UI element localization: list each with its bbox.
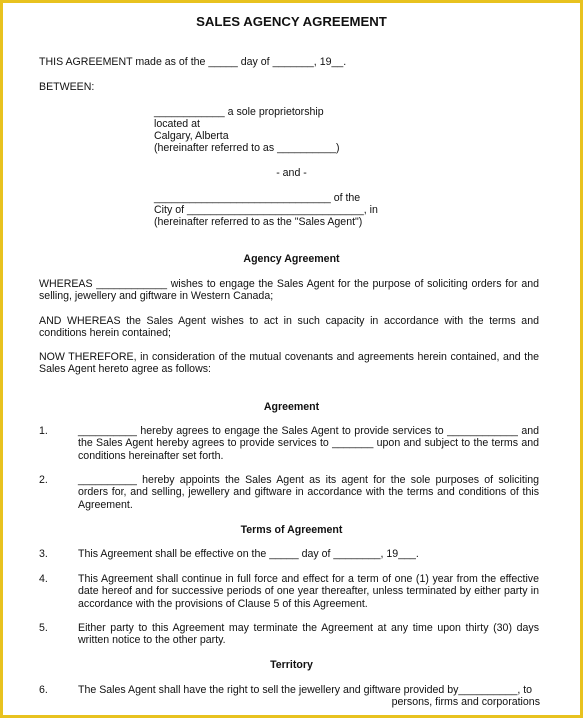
whereas-paragraph-1: WHEREAS ____________ wishes to engage the Sales Agent for the purpose of soliciting orders for and selling, jewellery and giftware in Western Canada; [39, 278, 539, 303]
item-number-3: 3. [39, 548, 48, 560]
item-number-1: 1. [39, 425, 48, 437]
agreement-heading: Agreement [263, 401, 320, 413]
party1-line1: ____________ a sole proprietorship [154, 106, 324, 118]
now-therefore-paragraph: NOW THEREFORE, in consideration of the mutual covenants and agreements herein contained, and the Sales Agent hereto agree as follows: [39, 351, 539, 376]
item-text-1: __________ hereby agrees to engage the Sales Agent to provide services to ____________ and the Sales Agent hereby agrees to provide services to _______ upon and subject to the terms and conditions hereinafter set forth. [78, 425, 539, 462]
party2-line1: ______________________________ of the [154, 192, 361, 204]
between-label: BETWEEN: [39, 81, 95, 93]
preamble-line: THIS AGREEMENT made as of the _____ day of _______, 19__. [39, 56, 347, 68]
territory-heading: Territory [270, 659, 313, 671]
item-text-6-continuation: persons, firms and corporations [391, 696, 540, 708]
item-number-6: 6. [39, 684, 48, 696]
item-text-6: The Sales Agent shall have the right to sell the jewellery and giftware provided by__________, to [78, 684, 533, 696]
party2-line2: City of ______________________________, in [154, 204, 378, 216]
party1-line2: located at [154, 118, 200, 130]
party2-line3: (hereinafter referred to as the "Sales Agent") [154, 216, 363, 228]
item-number-4: 4. [39, 573, 48, 585]
item-text-2: __________ hereby appoints the Sales Agent as its agent for the sole purposes of soliciting orders for, and selling, jewellery and giftware in accordance with the terms and conditions of this Agreement. [78, 474, 539, 511]
party1-line4: (hereinafter referred to as __________) [154, 142, 340, 154]
and-separator: - and - [276, 167, 307, 179]
terms-heading: Terms of Agreement [240, 524, 343, 536]
item-text-5: Either party to this Agreement may terminate the Agreement at any time upon thirty (30) days written notice to the other party. [78, 622, 539, 647]
item-number-5: 5. [39, 622, 48, 634]
document-title: SALES AGENCY AGREEMENT [196, 14, 387, 29]
item-number-2: 2. [39, 474, 48, 486]
agency-agreement-heading: Agency Agreement [243, 253, 340, 265]
whereas-paragraph-2: AND WHEREAS the Sales Agent wishes to act in such capacity in accordance with the terms and conditions herein contained; [39, 315, 539, 340]
item-text-3: This Agreement shall be effective on the _____ day of ________, 19___. [78, 548, 419, 560]
party1-line3: Calgary, Alberta [154, 130, 229, 142]
item-text-4: This Agreement shall continue in full force and effect for a term of one (1) year from the effective date hereof and for successive periods of one year thereafter, unless terminated by either party in accordance with the provisions of Clause 5 of this Agreement. [78, 573, 539, 610]
